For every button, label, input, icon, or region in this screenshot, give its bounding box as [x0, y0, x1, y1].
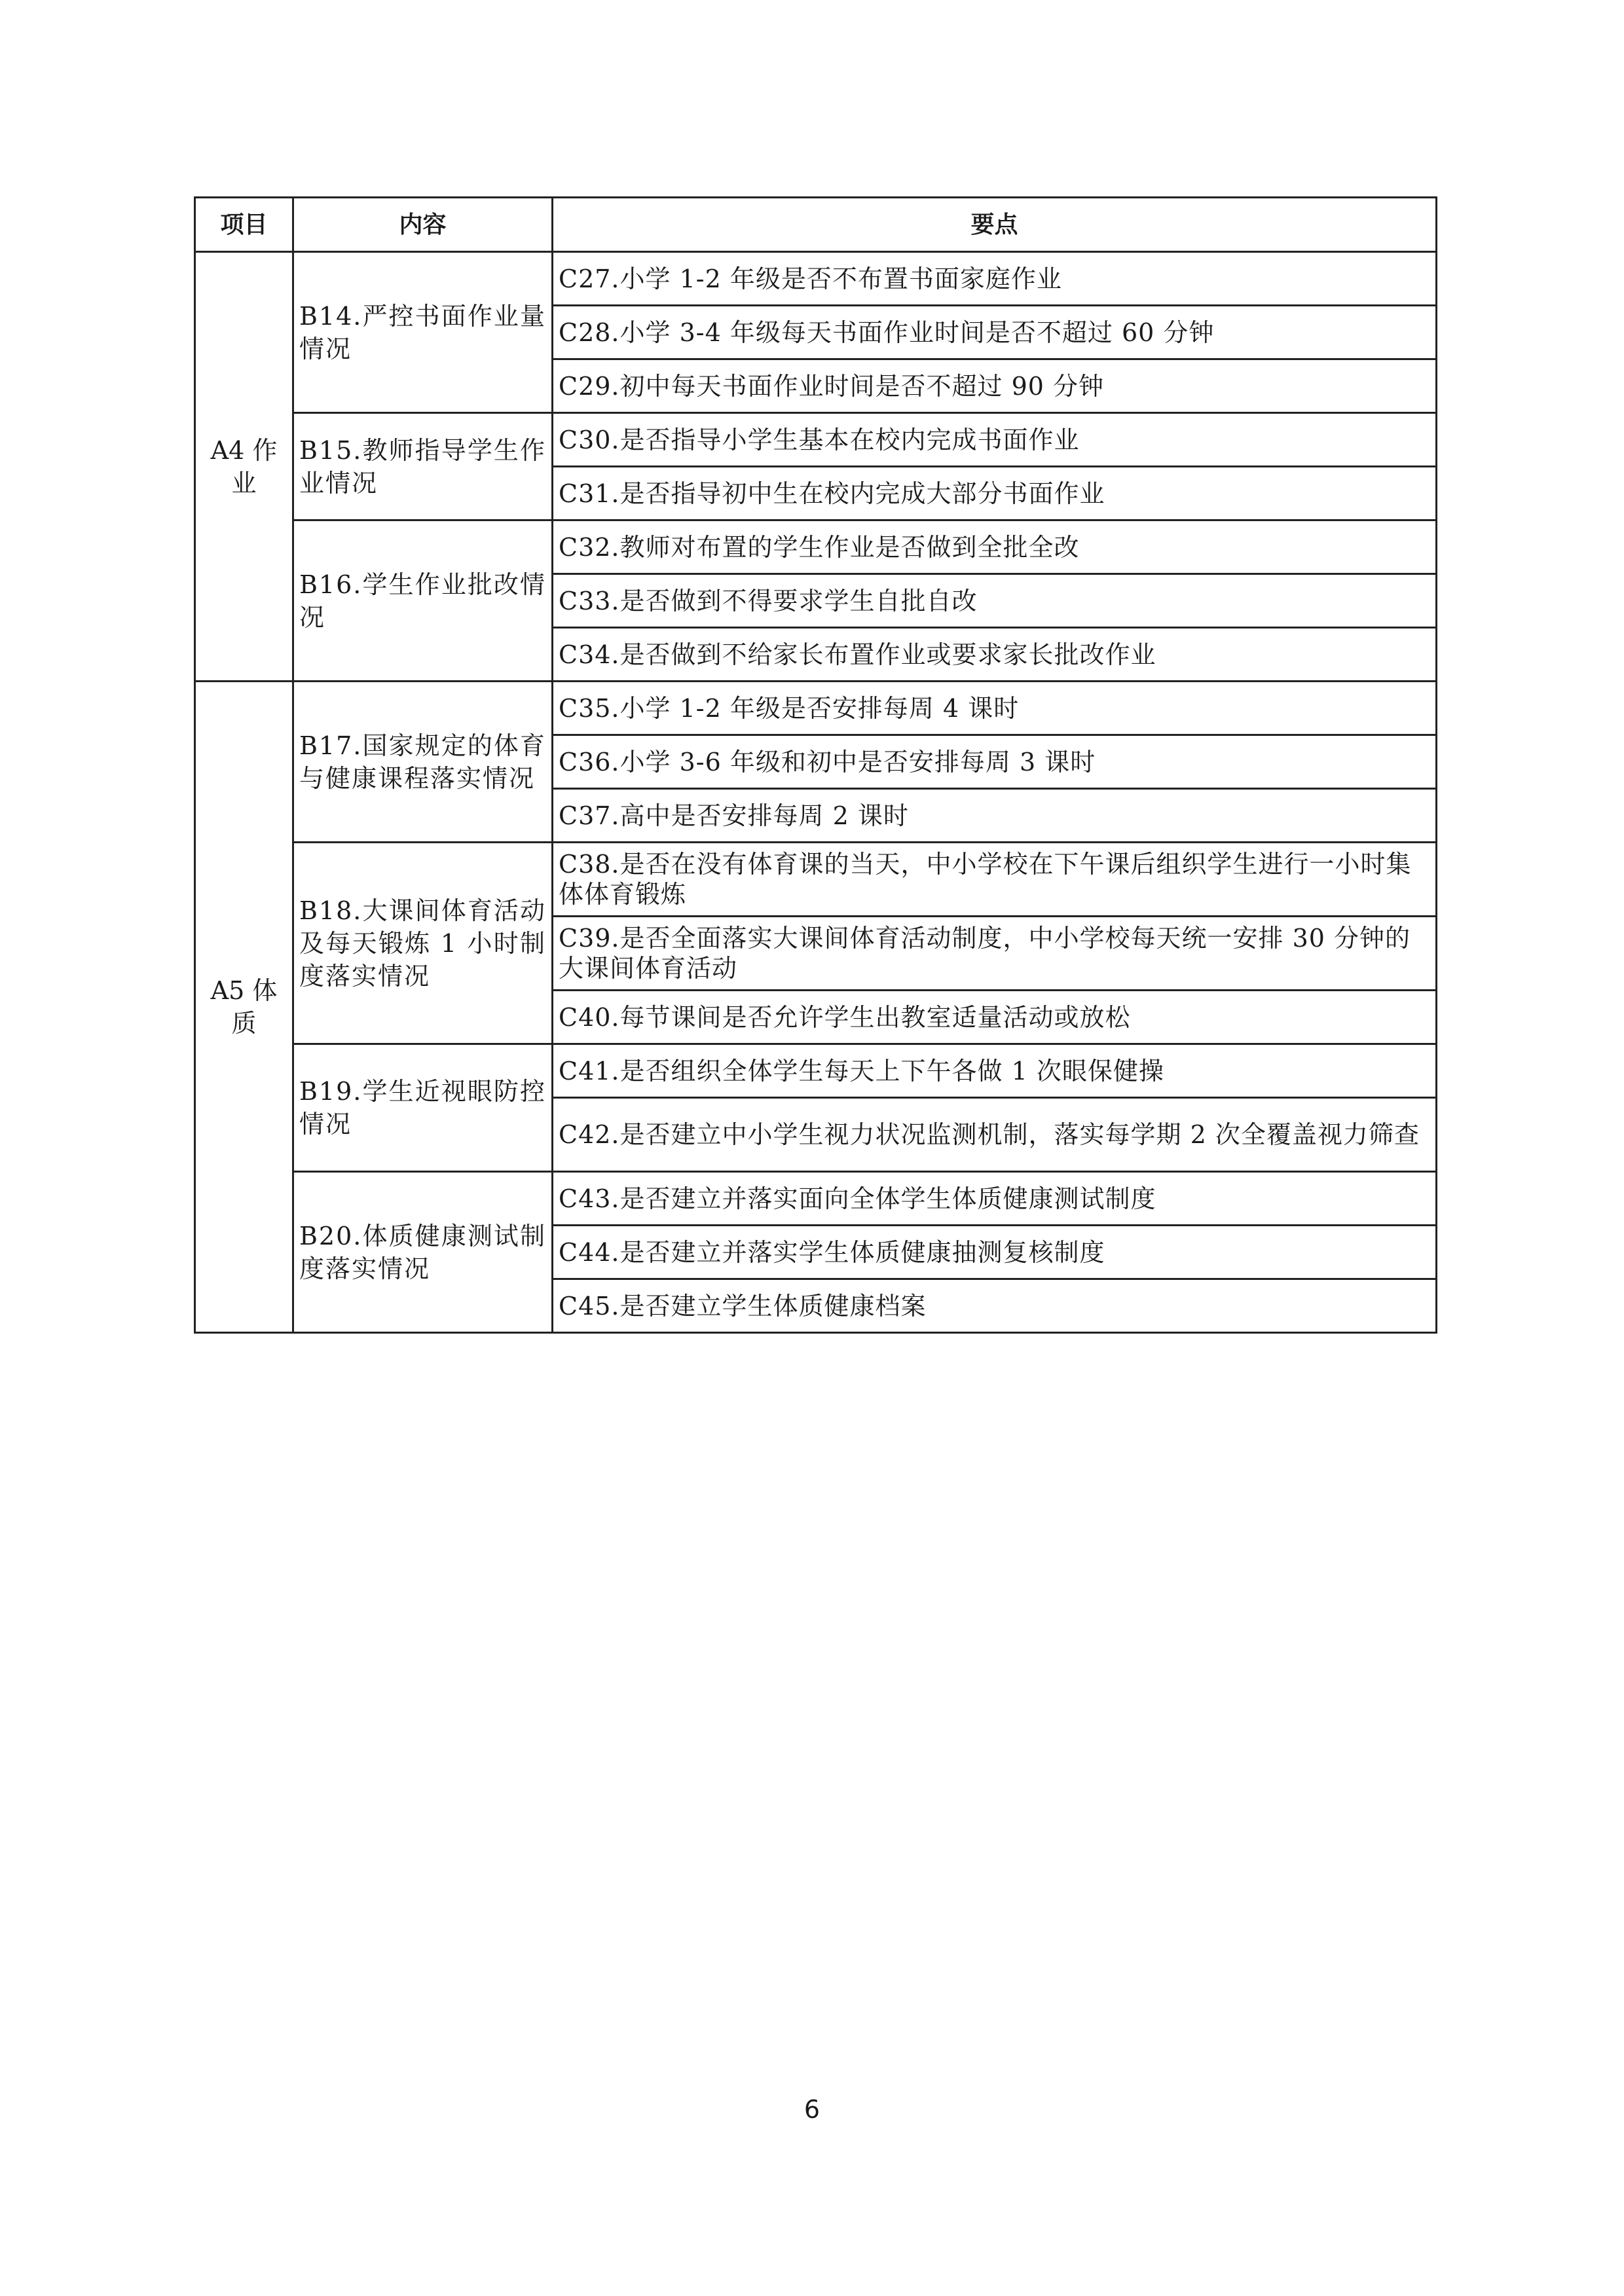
point-c32: C32.教师对布置的学生作业是否做到全批全改: [553, 520, 1437, 574]
evaluation-table-container: [194, 196, 1435, 1334]
point-c29: C29.初中每天书面作业时间是否不超过 90 分钟: [553, 359, 1437, 413]
point-c34: C34.是否做到不给家长布置作业或要求家长批改作业: [553, 628, 1437, 682]
point-c45: C45.是否建立学生体质健康档案: [553, 1279, 1437, 1333]
point-c33: C33.是否做到不得要求学生自批自改: [553, 574, 1437, 628]
header-content: 内容: [293, 198, 553, 252]
subitem-b18: B18.大课间体育活动及每天锻炼 1 小时制度落实情况: [293, 843, 553, 1044]
point-c38: C38.是否在没有体育课的当天，中小学校在下午课后组织学生进行一小时集体体育锻炼: [553, 843, 1437, 917]
header-item: 项目: [195, 198, 293, 252]
table-header-row: [195, 198, 1437, 252]
point-c41: C41.是否组织全体学生每天上下午各做 1 次眼保健操: [553, 1044, 1437, 1098]
table-row: [195, 1044, 1437, 1098]
subitem-b20: B20.体质健康测试制度落实情况: [293, 1172, 553, 1333]
table-row: [195, 682, 1437, 735]
category-a4: A4 作业: [195, 252, 293, 682]
point-c40: C40.每节课间是否允许学生出教室适量活动或放松: [553, 991, 1437, 1044]
subitem-b14: B14.严控书面作业量情况: [293, 252, 553, 413]
point-c27: C27.小学 1-2 年级是否不布置书面家庭作业: [553, 252, 1437, 306]
point-c28: C28.小学 3-4 年级每天书面作业时间是否不超过 60 分钟: [553, 306, 1437, 359]
subitem-b19: B19.学生近视眼防控情况: [293, 1044, 553, 1172]
page-number: 6: [803, 2095, 821, 2124]
header-points: 要点: [553, 198, 1437, 252]
point-c30: C30.是否指导小学生基本在校内完成书面作业: [553, 413, 1437, 467]
subitem-b17: B17.国家规定的体育与健康课程落实情况: [293, 682, 553, 843]
table-row: [195, 1172, 1437, 1226]
point-c44: C44.是否建立并落实学生体质健康抽测复核制度: [553, 1226, 1437, 1279]
point-c31: C31.是否指导初中生在校内完成大部分书面作业: [553, 467, 1437, 520]
point-c37: C37.高中是否安排每周 2 课时: [553, 789, 1437, 843]
evaluation-indicator-table: [194, 196, 1437, 1334]
point-c42: C42.是否建立中小学生视力状况监测机制，落实每学期 2 次全覆盖视力筛查: [553, 1098, 1437, 1172]
table-row: [195, 843, 1437, 917]
category-a5: A5 体质: [195, 682, 293, 1333]
point-c35: C35.小学 1-2 年级是否安排每周 4 课时: [553, 682, 1437, 735]
subitem-b15: B15.教师指导学生作业情况: [293, 413, 553, 520]
point-c43: C43.是否建立并落实面向全体学生体质健康测试制度: [553, 1172, 1437, 1226]
subitem-b16: B16.学生作业批改情况: [293, 520, 553, 682]
table-row: [195, 252, 1437, 306]
table-row: [195, 520, 1437, 574]
point-c36: C36.小学 3-6 年级和初中是否安排每周 3 课时: [553, 735, 1437, 789]
table-row: [195, 413, 1437, 467]
point-c39: C39.是否全面落实大课间体育活动制度，中小学校每天统一安排 30 分钟的大课间体育活动: [553, 917, 1437, 991]
